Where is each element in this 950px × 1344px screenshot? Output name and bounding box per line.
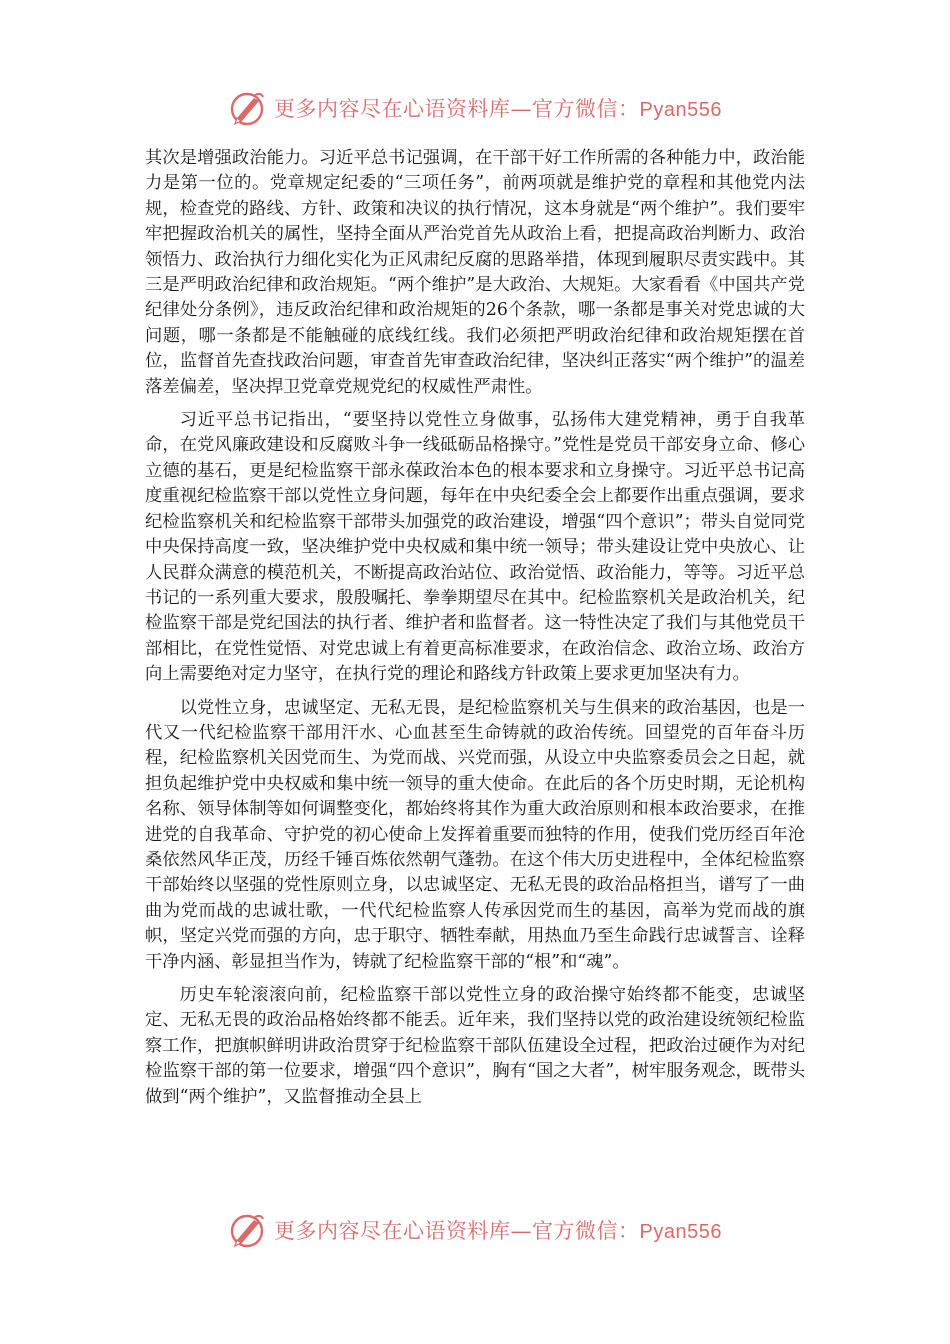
- banner-text: 更多内容尽在心语资料库—官方微信：Pyan556: [274, 1219, 722, 1243]
- footer-banner: [228, 1208, 728, 1252]
- banner-text: 更多内容尽在心语资料库—官方微信：Pyan556: [274, 97, 722, 121]
- paragraph: 其次是增强政治能力。习近平总书记强调，在干部干好工作所需的各种能力中，政治能力是第一位的。党章规定纪委的“三项任务”，前两项就是维护党的章程和其他党内法规，检查党的路线、方针、政策和决议的执行情况，这本身就是“两个维护”。我们要牢牢把握政治机关的属性，坚持全面从严治党首先从政治上看，把提高政治判断力、政治领悟力、政治执行力细化实化为正风肃纪反腐的思路举措，体现到履职尽责实践中。其三是严明政治纪律和政治规矩。“两个维护”是大政治、大规矩。大家看看《中国共产党纪律处分条例》，违反政治纪律和政治规矩的26个条款，哪一条都是事关对党忠诚的大问题，哪一条都是不能触碰的底线红线。我们必须把严明政治纪律和政治规矩摆在首位，监督首先查找政治问题，审查首先审查政治纪律，坚决纠正落实“两个维护”的温差落差偏差，坚决捍卫党章党规党纪的权威性严肃性。: [145, 148, 805, 397]
- article-body: [145, 146, 805, 1118]
- paragraph: 习近平总书记指出，“要坚持以党性立身做事，弘扬伟大建党精神，勇于自我革命，在党风廉政建设和反腐败斗争一线砥砺品格操守。”党性是党员干部安身立命、修心立德的基石，更是纪检监察干部永葆政治本色的根本要求和立身操守。习近平总书记高度重视纪检监察干部以党性立身问题，每年在中央纪委全会上都要作出重点强调，要求纪检监察机关和纪检监察干部带头加强党的政治建设，增强“四个意识”；带头自觉同党中央保持高度一致，坚决维护党中央权威和集中统一领导；带头建设让党中央放心、让人民群众满意的模范机关，不断提高政治站位、政治觉悟、政治能力，等等。习近平总书记的一系列重大要求，殷殷嘱托、拳拳期望尽在其中。纪检监察机关是政治机关，纪检监察干部是党纪国法的执行者、维护者和监督者。这一特性决定了我们与其他党员干部相比，在党性觉悟、对党忠诚上有着更高标准要求，在政治信念、政治立场、政治方向上需要绝对定力坚守，在执行党的理论和路线方针政策上要求更加坚决有力。: [145, 410, 805, 685]
- header-banner: [228, 86, 728, 130]
- pen-circle-logo-icon: [228, 1210, 268, 1250]
- pen-circle-logo-icon: [228, 88, 268, 128]
- paragraph: 历史车轮滚滚向前，纪检监察干部以党性立身的政治操守始终都不能变，忠诚坚定、无私无畏的政治品格始终都不能丢。近年来，我们坚持以党的政治建设统领纪检监察工作，把旗帜鲜明讲政治贯穿于纪检监察干部队伍建设全过程，把政治过硬作为对纪检监察干部的第一位要求，增强“四个意识”，胸有“国之大者”，树牢服务观念，既带头做到“两个维护”，又监督推动全县上: [145, 985, 805, 1107]
- paragraph: 以党性立身，忠诚坚定、无私无畏，是纪检监察机关与生俱来的政治基因，也是一代又一代纪检监察干部用汗水、心血甚至生命铸就的政治传统。回望党的百年奋斗历程，纪检监察机关因党而生、为党而战、兴党而强，从设立中央监察委员会之日起，就担负起维护党中央权威和集中统一领导的重大使命。在此后的各个历史时期，无论机构名称、领导体制等如何调整变化，都始终将其作为重大政治原则和根本政治要求，在推进党的自我革命、守护党的初心使命上发挥着重要而独特的作用，使我们党历经百年沧桑依然风华正茂，历经千锤百炼依然朝气蓬勃。在这个伟大历史进程中，全体纪检监察干部始终以坚强的党性原则立身，以忠诚坚定、无私无畏的政治品格担当，谱写了一曲曲为党而战的忠诚壮歌，一代代纪检监察人传承因党而生的基因，高举为党而战的旗帜，坚定兴党而强的方向，忠于职守、牺牲奉献，用热血乃至生命践行忠诚誓言、诠释干净内涵、彰显担当作为，铸就了纪检监察干部的“根”和“魂”。: [145, 697, 805, 972]
